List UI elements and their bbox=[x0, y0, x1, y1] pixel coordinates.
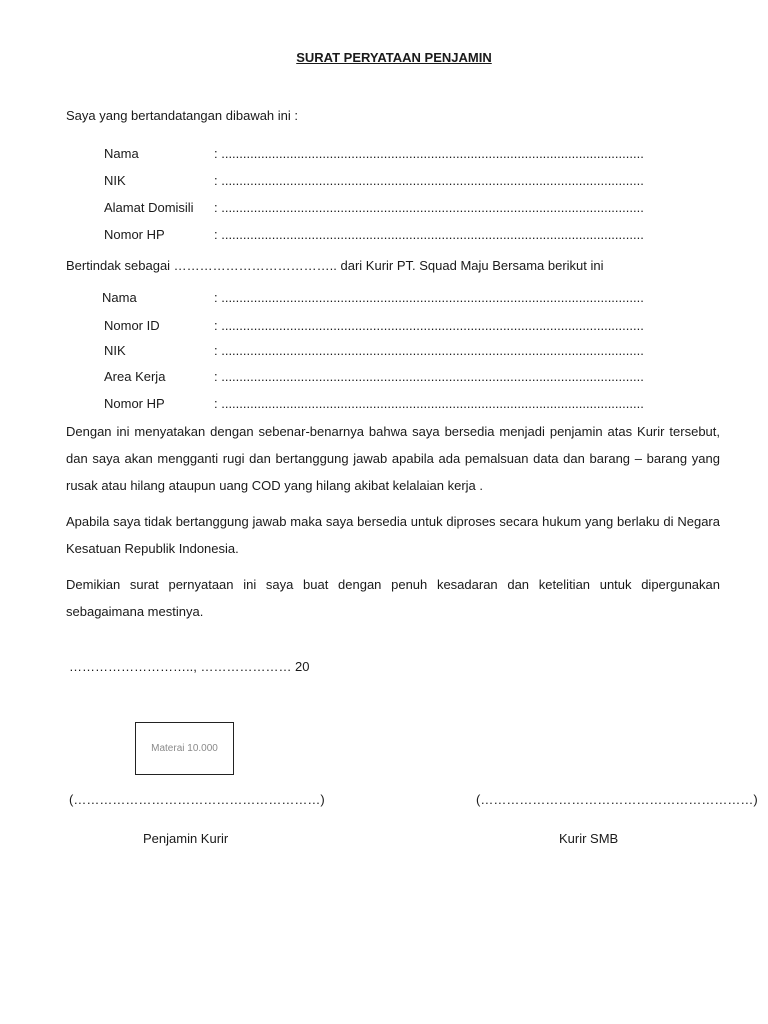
stamp-duty-box bbox=[135, 722, 234, 775]
guarantor-name-blank: : ..................................................................................................................... bbox=[214, 146, 644, 161]
courier-name-blank: : ..................................................................................................................... bbox=[214, 290, 644, 305]
courier-name-label: Nama bbox=[102, 290, 137, 305]
courier-phone-label: Nomor HP bbox=[104, 396, 165, 411]
courier-nik-label: NIK bbox=[104, 343, 126, 358]
courier-area-blank: : ..................................................................................................................... bbox=[214, 369, 644, 384]
courier-id-blank: : ..................................................................................................................... bbox=[214, 318, 644, 333]
guarantor-signature-line: (…………………………………………………) bbox=[69, 792, 325, 807]
guarantor-signature-label: Penjamin Kurir bbox=[143, 831, 229, 846]
courier-area-label: Area Kerja bbox=[104, 369, 166, 384]
courier-signature-line: (………………………………………………………) bbox=[476, 792, 758, 807]
guarantor-address-blank: : ..................................................................................................................... bbox=[214, 200, 644, 215]
acting-as-text: Bertindak sebagai ……………………………….. dari Kurir PT. Squad Maju Bersama berikut ini bbox=[66, 258, 604, 273]
stamp-duty-text: Materai 10.000 bbox=[151, 743, 218, 754]
paragraph-closing: Demikian surat pernyataan ini saya buat dengan penuh kesadaran dan ketelitian untuk dipergunakan sebagaimana mestinya. bbox=[66, 577, 720, 619]
document-title: SURAT PERYATAAN PENJAMIN bbox=[296, 50, 492, 65]
courier-phone-blank: : ..................................................................................................................... bbox=[214, 396, 644, 411]
guarantor-address-label: Alamat Domisili bbox=[104, 200, 194, 215]
paragraph-legal: Apabila saya tidak bertanggung jawab maka saya bersedia untuk diproses secara hukum yang berlaku di Negara Kesatuan Republik Indonesia. bbox=[66, 514, 720, 556]
guarantor-nik-blank: : ..................................................................................................................... bbox=[214, 173, 644, 188]
intro-text: Saya yang bertandatangan dibawah ini : bbox=[66, 108, 299, 123]
guarantor-nik-label: NIK bbox=[104, 173, 126, 188]
courier-nik-blank: : ..................................................................................................................... bbox=[214, 343, 644, 358]
guarantor-phone-label: Nomor HP bbox=[104, 227, 165, 242]
courier-signature-label: Kurir SMB bbox=[559, 831, 619, 846]
paragraph-guarantee: Dengan ini menyatakan dengan sebenar-benarnya bahwa saya bersedia menjadi penjamin atas Kurir tersebut, dan saya akan mengganti rugi dan bertanggung jawab apabila ada pemalsuan data dan barang – barang yang rusak atau hilang ataupun uang COD yang hilang akibat kelalaian kerja . bbox=[66, 424, 720, 493]
place-date-line: ……………………….., ………………… 20 bbox=[69, 659, 310, 674]
guarantor-name-label: Nama bbox=[104, 146, 139, 161]
guarantor-phone-blank: : ..................................................................................................................... bbox=[214, 227, 644, 242]
courier-id-label: Nomor ID bbox=[104, 318, 160, 333]
